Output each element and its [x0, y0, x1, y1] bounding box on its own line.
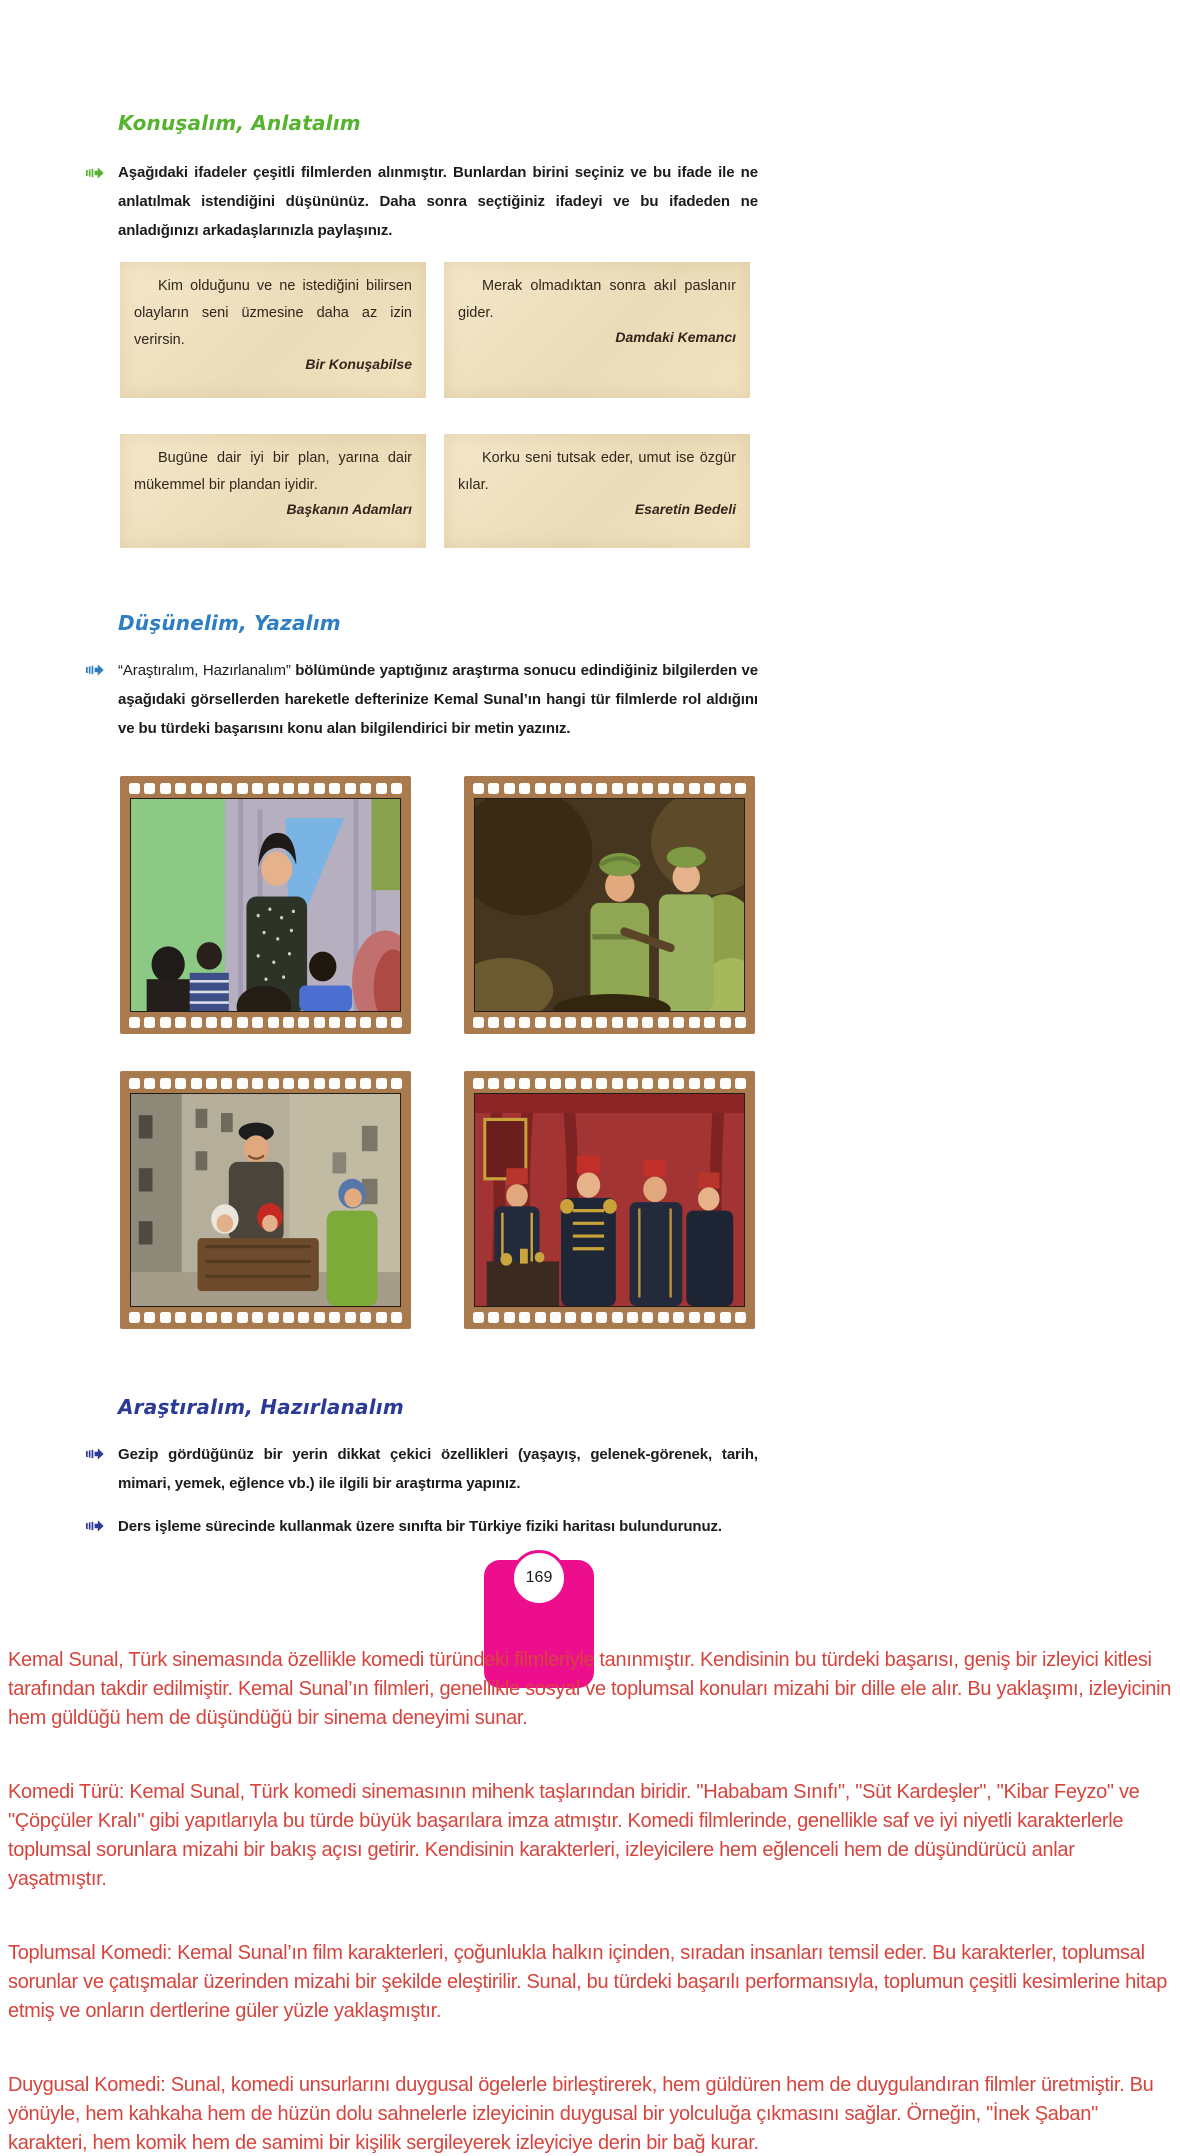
sprocket-hole: [658, 1017, 669, 1028]
sprocket-hole: [376, 783, 387, 794]
konusalim-instruction: Aşağıdaki ifadeler çeşitli filmlerden alınmıştır. Bunlardan birini seçiniz ve bu ifade ile ne anlatılmak istendiğini düşününüz. Daha sonra seçtiğiniz ifadeyi ve bu ifadeden ne anladığınızı arkadaşlarınızla paylaşınız.: [118, 164, 758, 239]
sprocket-hole: [689, 1078, 700, 1089]
sprocket-hole: [283, 783, 294, 794]
sprocket-hole: [237, 1312, 248, 1323]
annotation-paragraph: Duygusal Komedi: Sunal, komedi unsurlarını duygusal ögelerle birleştirerek, hem güldüren hem de duygulandıran filmler üretmiştir. Bu yönüyle, hem kahkaha hem de hüzün dolu sahnelerle izleyicinin duygusal bir yolculuğa çıkmasını sağlar. Örneğin, "İnek Şaban" karakteri, hem komik hem de samimi bir kişilik sergileyerek izleyiciye derin bir bağ kurar.: [8, 2074, 1154, 2154]
sprocket-hole: [329, 1017, 340, 1028]
sprocket-hole: [535, 1078, 546, 1089]
quote-source: Esaretin Bedeli: [634, 501, 736, 517]
sprocket-hole: [473, 1017, 484, 1028]
sprocket-hole: [689, 783, 700, 794]
quote-card: [120, 262, 426, 398]
sprocket-hole: [329, 1312, 340, 1323]
quote-source: Başkanın Adamları: [286, 501, 412, 517]
sprocket-hole: [627, 1078, 638, 1089]
annotation-paragraph: Kemal Sunal, Türk sinemasında özellikle komedi türündeki filmleriyle tanınmıştır. Kendisinin bu türdeki başarısı, geniş bir izleyici kitlesi tarafından takdir edilmiştir. Kemal Sunal’ın filmleri, genellikle sosyal ve toplumsal konuları mizahi bir dille ele alır. Bu yaklaşımı, izleyicinin hem güldüğü hem de düşündüğü bir sinema deneyimi sunar.: [8, 1649, 1172, 1729]
sprocket-hole: [360, 1312, 371, 1323]
sprocket-hole: [673, 1078, 684, 1089]
sprocket-hole: [252, 1078, 263, 1089]
quote-source: Damdaki Kemancı: [615, 329, 736, 345]
section-heading-konusalim: Konuşalım, Anlatalım: [118, 111, 361, 135]
sprocket-hole: [314, 1312, 325, 1323]
quote-text: Merak olmadıktan sonra akıl paslanır gider.: [458, 278, 736, 321]
arrow-bullet-icon: [86, 664, 104, 676]
sprocket-hole: [504, 1017, 515, 1028]
sprocket-hole: [704, 783, 715, 794]
sprocket-hole: [376, 1078, 387, 1089]
sprocket-hole: [268, 1017, 279, 1028]
sprocket-hole: [550, 1078, 561, 1089]
sprocket-hole: [345, 1017, 356, 1028]
instruction-text: bölümünde yaptığınız araştırma sonucu edindiğiniz bilgilerden ve aşağıdaki görsellerden hareketle defterinize Kemal Sunal’ın hangi tür filmlerde rol aldığını ve bu türdeki başarısını konu alan bilgilendirici bir metin yazınız.: [118, 662, 759, 737]
sprocket-hole: [237, 1017, 248, 1028]
quote-text: Kim olduğunu ve ne istediğini bilirsen olayların seni üzmesine daha az izin verirsin.: [134, 278, 412, 348]
sprocket-hole: [191, 1312, 202, 1323]
sprocket-hole: [735, 783, 746, 794]
sprocket-hole: [535, 1312, 546, 1323]
sprocket-hole: [720, 1312, 731, 1323]
film-strip: [120, 1071, 411, 1329]
dusunelim-instruction: [118, 656, 758, 743]
sprocket-hole: [298, 1017, 309, 1028]
page-number-badge: [511, 1550, 567, 1606]
sprocket-hole: [206, 1078, 217, 1089]
quoted-section-reference: “Araştıralım, Hazırlanalım”: [118, 662, 291, 679]
film-strip: [120, 776, 411, 1034]
sprocket-hole: [720, 783, 731, 794]
sprocket-hole: [268, 1078, 279, 1089]
arrow-bullet-icon: [86, 1448, 104, 1460]
sprocket-hole: [519, 1017, 530, 1028]
sprocket-hole: [252, 783, 263, 794]
sprocket-hole: [314, 783, 325, 794]
quote-card: [444, 262, 750, 398]
sprocket-hole: [735, 1312, 746, 1323]
sprocket-hole: [237, 783, 248, 794]
quote-card: [444, 434, 750, 548]
film-sprocket-holes: [128, 1311, 403, 1323]
sprocket-hole: [658, 783, 669, 794]
sprocket-hole: [191, 1078, 202, 1089]
quote-text: Bugüne dair iyi bir plan, yarına dair mükemmel bir plandan iyidir.: [134, 450, 412, 493]
sprocket-hole: [129, 783, 140, 794]
sprocket-hole: [535, 783, 546, 794]
sprocket-hole: [144, 1312, 155, 1323]
sprocket-hole: [689, 1017, 700, 1028]
sprocket-hole: [175, 1078, 186, 1089]
sprocket-hole: [160, 783, 171, 794]
sprocket-hole: [206, 1312, 217, 1323]
sprocket-hole: [345, 1312, 356, 1323]
sprocket-hole: [160, 1078, 171, 1089]
sprocket-hole: [298, 1078, 309, 1089]
sprocket-hole: [144, 783, 155, 794]
sprocket-hole: [191, 1017, 202, 1028]
film-sprocket-holes: [472, 782, 747, 794]
sprocket-hole: [391, 1017, 402, 1028]
sprocket-hole: [596, 1017, 607, 1028]
sprocket-hole: [612, 1078, 623, 1089]
arrow-bullet-icon: [86, 1520, 104, 1532]
sprocket-hole: [129, 1078, 140, 1089]
sprocket-hole: [221, 1078, 232, 1089]
sprocket-hole: [504, 783, 515, 794]
film-still-street-cart-scene: [130, 1093, 401, 1307]
arastiralim-item: Ders işleme sürecinde kullanmak üzere sınıfta bir Türkiye fiziki haritası bulundurunuz.: [118, 1518, 722, 1535]
sprocket-hole: [298, 1312, 309, 1323]
sprocket-hole: [252, 1017, 263, 1028]
sprocket-hole: [627, 1017, 638, 1028]
sprocket-hole: [129, 1017, 140, 1028]
sprocket-hole: [735, 1078, 746, 1089]
sprocket-hole: [612, 1017, 623, 1028]
sprocket-hole: [191, 783, 202, 794]
film-sprocket-holes: [128, 782, 403, 794]
sprocket-hole: [473, 783, 484, 794]
quote-text: Korku seni tutsak eder, umut ise özgür kılar.: [458, 450, 736, 493]
arrow-bullet-icon: [86, 167, 104, 179]
section-heading-arastiralim: Araştıralım, Hazırlanalım: [118, 1395, 404, 1419]
sprocket-hole: [673, 1312, 684, 1323]
sprocket-hole: [329, 1078, 340, 1089]
sprocket-hole: [206, 1017, 217, 1028]
section-heading-dusunelim: Düşünelim, Yazalım: [118, 611, 341, 635]
sprocket-hole: [175, 783, 186, 794]
sprocket-hole: [642, 783, 653, 794]
sprocket-hole: [704, 1017, 715, 1028]
sprocket-hole: [596, 1312, 607, 1323]
sprocket-hole: [689, 1312, 700, 1323]
sprocket-hole: [581, 1312, 592, 1323]
sprocket-hole: [360, 1017, 371, 1028]
sprocket-hole: [519, 1312, 530, 1323]
film-strip: [464, 776, 755, 1034]
sprocket-hole: [488, 783, 499, 794]
sprocket-hole: [612, 783, 623, 794]
page-number: 169: [525, 1569, 553, 1586]
film-sprocket-holes: [128, 1077, 403, 1089]
sprocket-hole: [329, 783, 340, 794]
sprocket-hole: [376, 1017, 387, 1028]
sprocket-hole: [283, 1312, 294, 1323]
sprocket-hole: [283, 1078, 294, 1089]
sprocket-hole: [314, 1017, 325, 1028]
sprocket-hole: [160, 1017, 171, 1028]
sprocket-hole: [519, 1078, 530, 1089]
sprocket-hole: [627, 1312, 638, 1323]
sprocket-hole: [268, 783, 279, 794]
sprocket-hole: [550, 783, 561, 794]
sprocket-hole: [596, 1078, 607, 1089]
sprocket-hole: [550, 1017, 561, 1028]
annotation-paragraph: Komedi Türü: Kemal Sunal, Türk komedi sinemasının mihenk taşlarından biridir. "Hababam Sınıfı", "Süt Kardeşler", "Kibar Feyzo" ve "Çöpçüler Kralı" gibi yapıtlarıyla bu türde büyük başarılara imza atmıştır. Komedi filmlerinde, genellikle saf ve iyi niyetli karakterlerle toplumsal sorunlara mizahi bir bakış açısı getirir. Kendisinin karakterleri, izleyicilere hem eğlenceli hem de düşündürücü anlar yaşatmıştır.: [8, 1781, 1140, 1890]
sprocket-hole: [488, 1078, 499, 1089]
sprocket-hole: [314, 1078, 325, 1089]
sprocket-hole: [720, 1078, 731, 1089]
sprocket-hole: [704, 1312, 715, 1323]
sprocket-hole: [144, 1078, 155, 1089]
sprocket-hole: [550, 1312, 561, 1323]
sprocket-hole: [581, 783, 592, 794]
sprocket-hole: [345, 783, 356, 794]
sprocket-hole: [221, 1017, 232, 1028]
sprocket-hole: [642, 1312, 653, 1323]
sprocket-hole: [160, 1312, 171, 1323]
film-sprocket-holes: [128, 1016, 403, 1028]
sprocket-hole: [565, 1078, 576, 1089]
sprocket-hole: [720, 1017, 731, 1028]
film-sprocket-holes: [472, 1077, 747, 1089]
sprocket-hole: [535, 1017, 546, 1028]
sprocket-hole: [175, 1017, 186, 1028]
sprocket-hole: [376, 1312, 387, 1323]
sprocket-hole: [391, 783, 402, 794]
sprocket-hole: [175, 1312, 186, 1323]
sprocket-hole: [565, 1017, 576, 1028]
sprocket-hole: [642, 1017, 653, 1028]
sprocket-hole: [268, 1312, 279, 1323]
sprocket-hole: [252, 1312, 263, 1323]
sprocket-hole: [298, 783, 309, 794]
sprocket-hole: [237, 1078, 248, 1089]
sprocket-hole: [360, 783, 371, 794]
sprocket-hole: [144, 1017, 155, 1028]
sprocket-hole: [473, 1078, 484, 1089]
sprocket-hole: [565, 1312, 576, 1323]
quote-source: Bir Konuşabilse: [305, 356, 412, 372]
film-still-soldiers-scene: [474, 798, 745, 1012]
sprocket-hole: [658, 1312, 669, 1323]
film-sprocket-holes: [472, 1311, 747, 1323]
film-strip: [464, 1071, 755, 1329]
sprocket-hole: [627, 783, 638, 794]
sprocket-hole: [206, 783, 217, 794]
sprocket-hole: [221, 783, 232, 794]
sprocket-hole: [565, 783, 576, 794]
sprocket-hole: [673, 783, 684, 794]
quote-card: [120, 434, 426, 548]
annotation-paragraph: Toplumsal Komedi: Kemal Sunal’ın film karakterleri, çoğunlukla halkın içinden, sıradan insanları temsil eder. Bu karakterler, toplumsal sorunlar ve çatışmalar üzerinden mizahi bir şekilde eleştirilir. Sunal, bu türdeki başarılı performansıyla, toplumun çeşitli kesimlerine hitap etmiş ve onların dertlerine güler yüzle yaklaşmıştır.: [8, 1942, 1168, 2022]
sprocket-hole: [488, 1017, 499, 1028]
sprocket-hole: [391, 1078, 402, 1089]
film-still-living-room-scene: [130, 798, 401, 1012]
sprocket-hole: [283, 1017, 294, 1028]
arastiralim-item: Gezip gördüğünüz bir yerin dikkat çekici özellikleri (yaşayış, gelenek-görenek, tarih, mimari, yemek, eğlence vb.) ile ilgili bir araştırma yapınız.: [118, 1446, 758, 1492]
sprocket-hole: [221, 1312, 232, 1323]
sprocket-hole: [581, 1017, 592, 1028]
sprocket-hole: [658, 1078, 669, 1089]
sprocket-hole: [488, 1312, 499, 1323]
sprocket-hole: [673, 1017, 684, 1028]
sprocket-hole: [519, 783, 530, 794]
sprocket-hole: [704, 1078, 715, 1089]
annotation-notes: [8, 1646, 1176, 2156]
sprocket-hole: [642, 1078, 653, 1089]
sprocket-hole: [473, 1312, 484, 1323]
film-sprocket-holes: [472, 1016, 747, 1028]
film-still-ottoman-officers-scene: [474, 1093, 745, 1307]
sprocket-hole: [581, 1078, 592, 1089]
sprocket-hole: [129, 1312, 140, 1323]
sprocket-hole: [504, 1078, 515, 1089]
sprocket-hole: [360, 1078, 371, 1089]
sprocket-hole: [612, 1312, 623, 1323]
sprocket-hole: [391, 1312, 402, 1323]
sprocket-hole: [504, 1312, 515, 1323]
sprocket-hole: [596, 783, 607, 794]
sprocket-hole: [345, 1078, 356, 1089]
sprocket-hole: [735, 1017, 746, 1028]
